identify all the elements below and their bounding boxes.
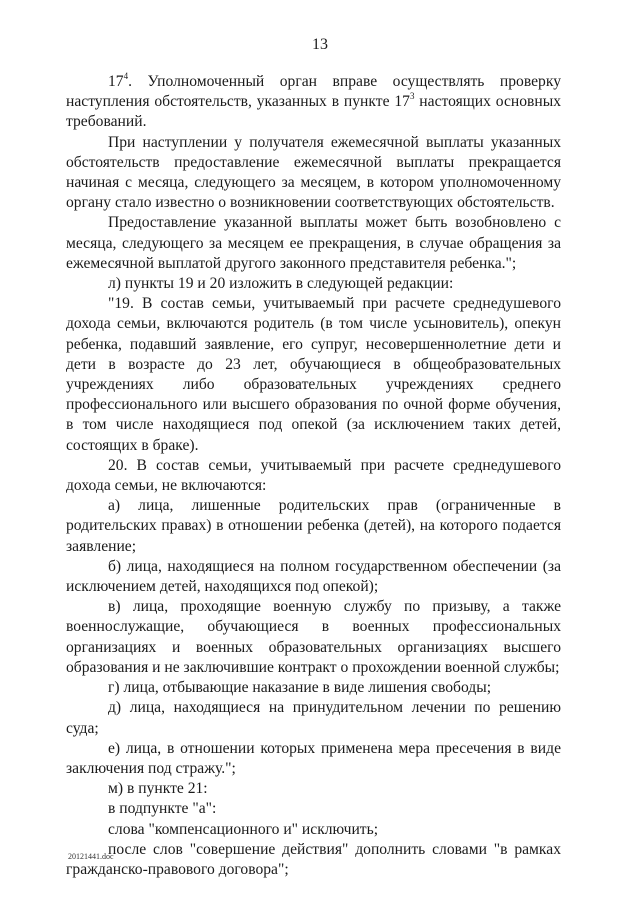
paragraph: При наступлении у получателя ежемесячной выплаты указанных обстоятельств предоставление ежемесячной выплаты прекращается начиная с месяца, следующего за месяцем, в котором уполномоченному органу стало известно о возникновении соответствующих обстоятельств. [66, 133, 561, 212]
paragraph: в подпункте "а": [108, 800, 217, 818]
paragraph: л) пункты 19 и 20 изложить в следующей редакции: [108, 275, 454, 293]
document-body [66, 72, 561, 880]
file-name-footer: 20121441.doc [68, 852, 114, 861]
paragraph: а) лица, лишенные родительских прав (ограниченные в родительских правах) в отношении ребенка (детей), на которого подается заявление; [66, 497, 561, 555]
paragraph: $17^4$. Уполномоченный орган вправе осуществлять проверку наступления обстоятельств, указанных в пункте $17^3$ настоящих основных требований. [66, 70, 561, 131]
paragraph: в) лица, проходящие военную службу по призыву, а также военнослужащие, обучающиеся в военных профессиональных организациях и военных образовательных организациях высшего образования и не заключившие контракт о прохождении военной службы; [66, 598, 561, 676]
paragraph: после слов "совершение действия" дополнить словами "в рамках гражданско-правового договора"; [66, 840, 561, 878]
paragraph: б) лица, находящиеся на полном государственном обеспечении (за исключением детей, находящихся под опекой); [66, 557, 561, 596]
paragraph: г) лица, отбывающие наказание в виде лишения свободы; [108, 679, 492, 697]
paragraph: Предоставление указанной выплаты может быть возобновлено с месяца, следующего за месяцем ее прекращения, в случае обращения за ежемесячной выплатой другого законного представителя ребенка."; [66, 214, 561, 272]
paragraph: 20. В состав семьи, учитываемый при расчете среднедушевого дохода семьи, не включаются: [66, 456, 561, 495]
paragraph: м) в пункте 21: [108, 780, 208, 798]
paragraph: е) лица, в отношении которых применена мера пресечения в виде заключения под стражу."; [66, 739, 561, 777]
paragraph: д) лица, находящиеся на принудительном лечении по решению суда; [66, 699, 561, 737]
paragraph: "19. В состав семьи, учитываемый при расчете среднедушевого дохода семьи, включаются родитель (в том числе усыновитель), опекун ребенка, подавший заявление, его супруг, несовершеннолетние дети и дети в возрасте до 23 лет, обучающиеся в общеобразовательных учреждениях либо образовательных учреждениях среднего профессионального или высшего образования по очной форме обучения, в том числе находящиеся под опекой (за исключением таких детей, состоящих в браке). [66, 295, 561, 454]
page-number: 13 [312, 36, 328, 53]
paragraph: слова "компенсационного и" исключить; [108, 820, 379, 838]
